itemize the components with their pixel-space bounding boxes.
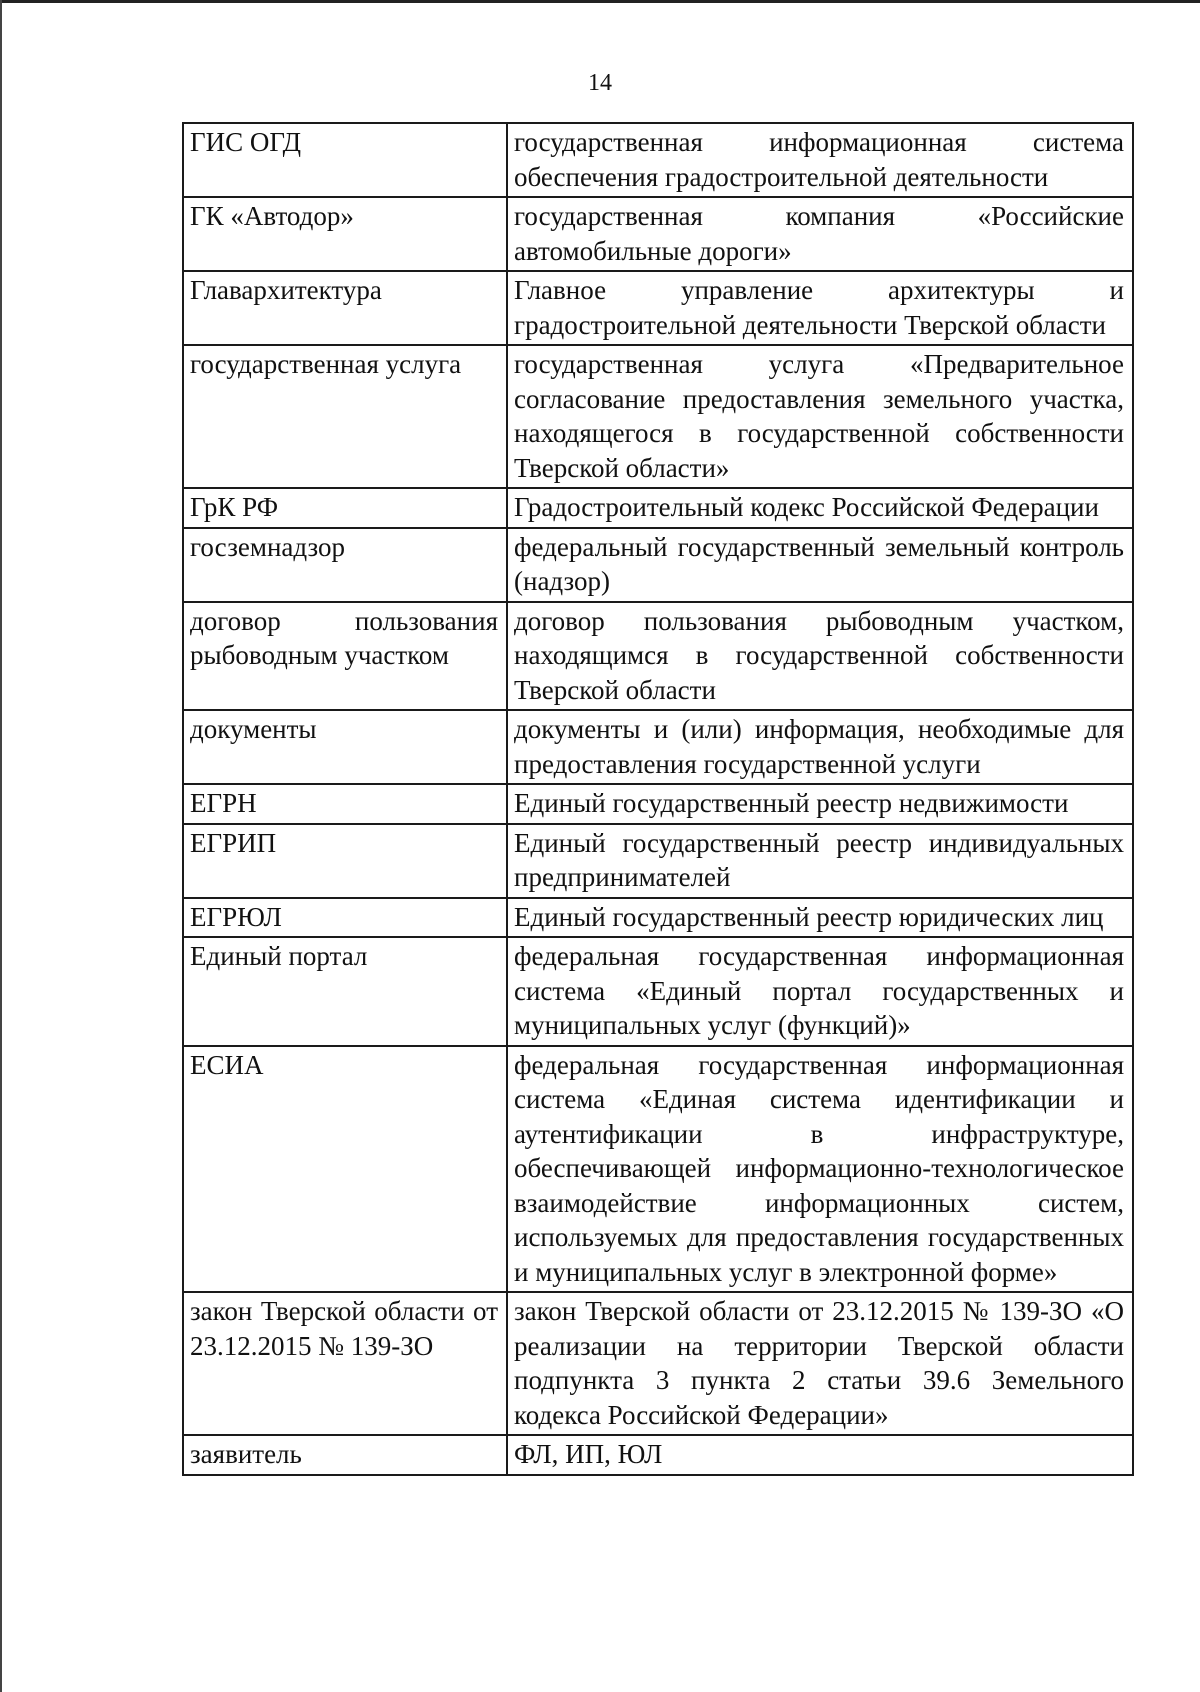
table-row (183, 898, 1133, 938)
table-row (183, 1046, 1133, 1293)
table-row (183, 602, 1133, 711)
page-number: 14 (588, 70, 612, 96)
table-row (183, 784, 1133, 824)
term-cell: заявитель (183, 1435, 507, 1475)
definition-cell: государственная информационная система обеспечения градостроительной деятельности (507, 123, 1133, 197)
glossary-table (182, 122, 1134, 1476)
definition-cell: Единый государственный реестр индивидуальных предпринимателей (507, 824, 1133, 898)
table-row (183, 937, 1133, 1046)
term-cell: договор пользования рыбоводным участком (183, 602, 507, 711)
table-row (183, 197, 1133, 271)
table-row (183, 1435, 1133, 1475)
definition-cell: договор пользования рыбоводным участком, находящимся в государственной собственности Тверской области (507, 602, 1133, 711)
term-cell: Главархитектура (183, 271, 507, 345)
term-cell: документы (183, 710, 507, 784)
term-cell: Единый портал (183, 937, 507, 1046)
term-cell: ЕСИА (183, 1046, 507, 1293)
definition-cell: государственная компания «Российские автомобильные дороги» (507, 197, 1133, 271)
table-row (183, 528, 1133, 602)
table-row (183, 488, 1133, 528)
term-cell: ЕГРИП (183, 824, 507, 898)
definition-cell: федеральный государственный земельный контроль (надзор) (507, 528, 1133, 602)
definition-cell: Градостроительный кодекс Российской Федерации (507, 488, 1133, 528)
term-cell: ГК «Автодор» (183, 197, 507, 271)
table-row (183, 271, 1133, 345)
definition-cell: федеральная государственная информационная система «Единая система идентификации и аутентификации в инфраструктуре, обеспечивающей информационно-технологическое взаимодействие информационных систем, используемых для предоставления государственных и муниципальных услуг в электронной форме» (507, 1046, 1133, 1293)
table-row (183, 345, 1133, 488)
definition-cell: закон Тверской области от 23.12.2015 № 139-ЗО «О реализации на территории Тверской области подпункта 3 пункта 2 статьи 39.6 Земельного кодекса Российской Федерации» (507, 1292, 1133, 1435)
term-cell: ЕГРЮЛ (183, 898, 507, 938)
table-row (183, 710, 1133, 784)
term-cell: ЕГРН (183, 784, 507, 824)
definition-cell: Единый государственный реестр юридических лиц (507, 898, 1133, 938)
term-cell: закон Тверской области от 23.12.2015 № 139-ЗО (183, 1292, 507, 1435)
table-row (183, 123, 1133, 197)
term-cell: государственная услуга (183, 345, 507, 488)
definition-cell: документы и (или) информация, необходимые для предоставления государственной услуги (507, 710, 1133, 784)
table-row (183, 824, 1133, 898)
definition-cell: государственная услуга «Предварительное согласование предоставления земельного участка, находящегося в государственной собственности Тверской области» (507, 345, 1133, 488)
definition-cell: ФЛ, ИП, ЮЛ (507, 1435, 1133, 1475)
definition-cell: федеральная государственная информационная система «Единый портал государственных и муниципальных услуг (функций)» (507, 937, 1133, 1046)
scan-edge-top (0, 0, 1200, 3)
definition-cell: Единый государственный реестр недвижимости (507, 784, 1133, 824)
table-row (183, 1292, 1133, 1435)
term-cell: ГИС ОГД (183, 123, 507, 197)
definition-cell: Главное управление архитектуры и градостроительной деятельности Тверской области (507, 271, 1133, 345)
scan-edge-left (0, 0, 2, 1692)
term-cell: госземнадзор (183, 528, 507, 602)
term-cell: ГрК РФ (183, 488, 507, 528)
